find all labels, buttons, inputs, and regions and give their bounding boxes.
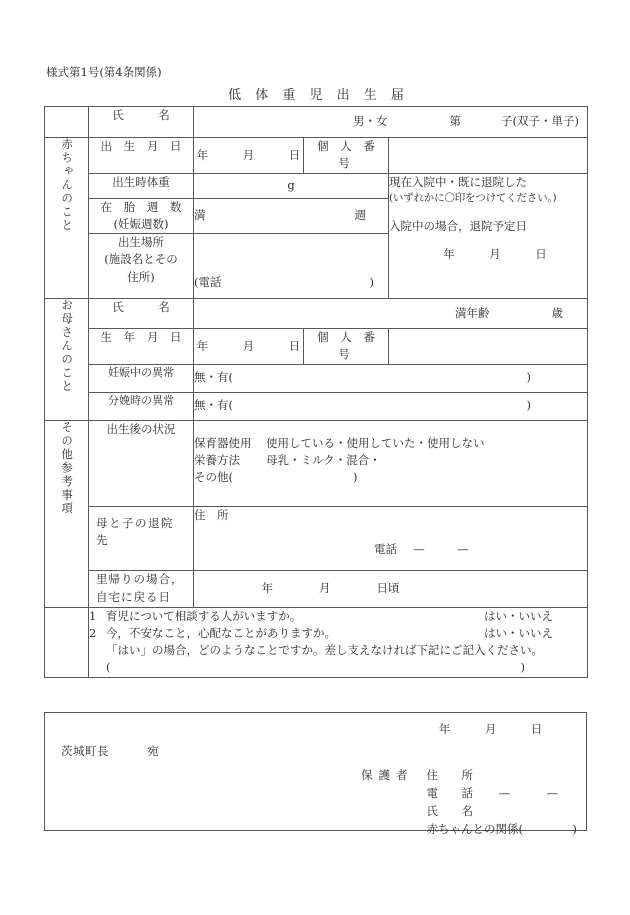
label-discharge-dest-1: 母と子の退院 [96, 515, 174, 530]
field-baby-birthplace[interactable] [194, 234, 389, 299]
question-item [89, 625, 587, 642]
field-discharge-destination[interactable] [194, 506, 588, 570]
label-baby-birthweight: 出生時体重 [89, 173, 194, 198]
discharge-date-label: 入院中の場合，退院予定日 [389, 218, 527, 233]
question-text: 育児について相談する人がいますか。 [106, 608, 302, 623]
field-baby-name[interactable] [194, 107, 588, 138]
label-baby-birthplace [89, 234, 194, 299]
field-baby-mynumber[interactable] [389, 138, 588, 174]
discharge-phone-dash-2: — [457, 541, 469, 556]
question-answer-options[interactable]: はい・いいえ [484, 608, 553, 623]
table-row-discharge-destination [45, 506, 588, 570]
field-delivery-abnormal[interactable] [194, 392, 588, 420]
birthplace-phone-label: (電話 [194, 275, 222, 289]
label-return-home-2: 自宅に戻る日 [96, 589, 171, 604]
guardian-phone-label: 電 話 [426, 786, 479, 800]
label-delivery-abnormal: 分娩時の異常 [89, 392, 194, 420]
questions-note: 「はい」の場合，どのようなことですか。差し支えなければ下記にご記入ください。 [106, 643, 543, 657]
discharge-phone-dash-1: — [413, 541, 425, 556]
pregnancy-abnormal-close: ) [526, 370, 531, 385]
table-row-baby-name [45, 107, 588, 138]
form-number: 様式第1号(第4条関係) [46, 65, 162, 79]
nutrition-options[interactable]: 母乳・ミルク・混合・ [266, 452, 381, 467]
guardian-relation-label: 赤ちゃんとの関係( [426, 822, 523, 836]
table-row-mother-pregnancy-abnormal [45, 364, 588, 392]
table-row-postbirth-condition [45, 420, 588, 506]
field-baby-gestation[interactable] [194, 198, 389, 234]
discharge-date-field[interactable]: 年 月 日 [443, 246, 547, 261]
gestation-prefix: 満 [194, 208, 206, 223]
questions-close-paren: ) [520, 660, 525, 675]
hospital-status-options[interactable]: 現在入院中・既に退院した [389, 174, 527, 189]
section-label-mother: お母さんのこと [45, 299, 89, 421]
birth-notification-table [44, 106, 588, 678]
section-label-baby: 赤ちゃんのこと [45, 138, 89, 299]
label-birthplace-main: 出生場所 [118, 235, 164, 249]
cell-blank-questions-left [45, 607, 89, 677]
label-return-home-1: 里帰りの場合， [96, 572, 184, 587]
table-row-return-home [45, 570, 588, 607]
table-row-baby-weight [45, 173, 588, 198]
questions-open-paren: ( [106, 660, 111, 675]
nutrition-other-label: その他( [194, 470, 233, 484]
field-postbirth-condition[interactable] [194, 420, 588, 506]
footer-date-value: 年 月 日 [438, 722, 543, 736]
mother-age-label: 満年齢 [455, 305, 490, 320]
table-row-mother-birthdate [45, 329, 588, 365]
footer-addressee-name: 茨城町長 [61, 744, 109, 758]
field-mother-birthdate[interactable]: 年 月 日 [194, 329, 304, 365]
question-number: 2 [89, 625, 97, 640]
field-baby-birthweight[interactable] [194, 173, 389, 198]
discharge-phone-label: 電話 [374, 541, 397, 556]
questions-block [89, 607, 588, 677]
field-baby-birthdate[interactable]: 年 月 日 [194, 138, 304, 174]
table-row-mother-delivery-abnormal [45, 392, 588, 420]
question-answer-options[interactable]: はい・いいえ [484, 625, 553, 640]
label-gestation-main: 在 胎 週 数 [100, 199, 186, 214]
baby-sex-options[interactable]: 男・女 [353, 114, 388, 129]
page-title: 低 体 重 児 出 生 届 [228, 88, 409, 103]
footer-addressee [61, 743, 159, 759]
label-baby-birthdate: 出 生 月 日 [89, 138, 194, 174]
question-number: 1 [89, 608, 97, 623]
nutrition-other-close: ) [353, 470, 358, 484]
birthplace-phone-close: ) [369, 275, 374, 289]
field-pregnancy-abnormal[interactable] [194, 364, 588, 392]
label-baby-gestation [89, 198, 194, 234]
incubator-label: 保育器使用 [194, 435, 252, 450]
pregnancy-abnormal-options[interactable]: 無・有( [194, 370, 233, 385]
label-mother-birthdate: 生 年 月 日 [89, 329, 194, 365]
hospital-status-panel [389, 173, 588, 299]
label-discharge-destination [89, 506, 194, 570]
guardian-phone-dash-2: — [546, 786, 559, 800]
delivery-abnormal-options[interactable]: 無・有( [194, 398, 233, 413]
label-gestation-sub: (妊娠週数) [113, 216, 169, 231]
table-row-questions [45, 607, 588, 677]
cell-blank-topleft [45, 107, 89, 138]
mother-age-unit[interactable]: 歳 [551, 305, 563, 320]
field-return-home-date[interactable]: 年 月 日頃 [194, 570, 588, 607]
baby-birthweight-unit: g [287, 177, 295, 192]
table-row-mother-name [45, 299, 588, 329]
baby-birth-order-suffix[interactable]: 子(双子・単子) [501, 114, 579, 129]
label-birthplace-sub2: 住所) [127, 269, 155, 284]
delivery-abnormal-close: ) [526, 398, 531, 413]
field-mother-name[interactable] [194, 299, 588, 329]
guardian-label: 保護者 [361, 768, 414, 782]
guardian-relation-close: ) [572, 822, 577, 836]
label-baby-name: 氏 名 [89, 107, 194, 138]
label-mother-mynumber: 個 人 番 号 [304, 329, 389, 365]
question-text: 今，不安なこと，心配なことがありますか。 [106, 625, 336, 640]
footer-addressee-suffix: 宛 [147, 744, 160, 758]
nutrition-row [194, 452, 587, 469]
label-return-home [89, 570, 194, 607]
guardian-phone-dash-1: — [498, 786, 511, 800]
section-label-other: その他参考事項 [45, 420, 89, 607]
label-birthplace-sub1: (施設名とその [104, 252, 178, 267]
field-mother-mynumber[interactable] [389, 329, 588, 365]
label-mother-name: 氏 名 [89, 299, 194, 329]
question-item [89, 608, 587, 625]
footer-signature-block [44, 712, 587, 836]
guardian-address-label: 住 所 [426, 768, 479, 782]
discharge-address-label: 住 所 [194, 507, 229, 522]
baby-birth-order-prefix: 第 [449, 114, 462, 129]
label-postbirth-condition: 出生後の状況 [89, 420, 194, 506]
guardian-info [355, 767, 577, 837]
label-baby-mynumber: 個 人 番 号 [304, 138, 389, 174]
incubator-row [194, 435, 587, 452]
footer-date-field[interactable] [439, 721, 550, 737]
incubator-options[interactable]: 使用している・使用していた・使用しない [266, 435, 485, 450]
gestation-unit: 週 [354, 208, 366, 223]
table-row-baby-birthdate [45, 138, 588, 174]
nutrition-other-row [194, 469, 587, 486]
hospital-status-note: (いずれかに〇印をつけてください。) [389, 191, 557, 204]
label-pregnancy-abnormal: 妊娠中の異常 [89, 364, 194, 392]
nutrition-label: 栄養方法 [194, 452, 240, 467]
label-discharge-dest-2: 先 [96, 532, 109, 547]
guardian-name-label: 氏 名 [426, 804, 479, 818]
questions-free-text[interactable] [89, 659, 587, 676]
guardian-relation[interactable] [427, 821, 577, 837]
